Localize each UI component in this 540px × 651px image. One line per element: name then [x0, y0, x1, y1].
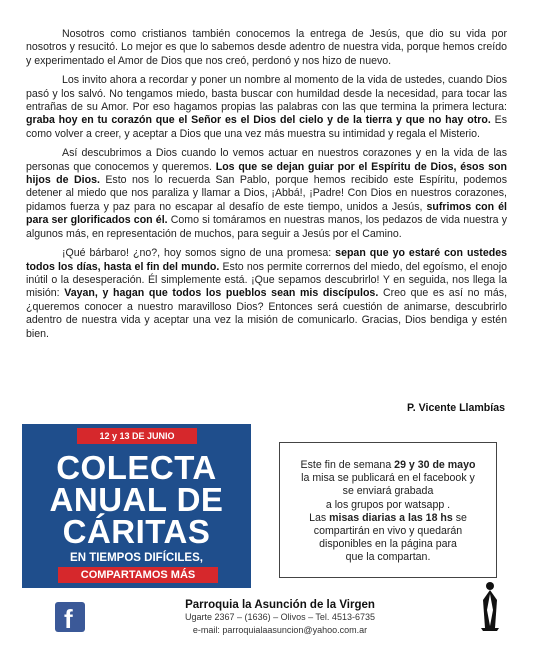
notice-line: la misa se publicará en el facebook y — [301, 472, 475, 485]
parish-address: Ugarte 2367 – (1636) – Olivos – Tel. 4513-6735 — [185, 612, 375, 622]
paragraph-2: Los invito ahora a recordar y poner un nombre al momento de la vida de ustedes, cuando Dios pasó y los salvó. No tengamos miedo, basta buscar con humildad desde la necesidad, para tocar las entrañas de su Amor. Por eso hagamos propias las palabras con las que termina la primera lectura: graba hoy en tu corazón que el Señor es el Dios del cielo y de la tierra y que no hay otro. Es como volver a creer, y aceptar a Dios que una vez más muestra su intimidad y regala el Misterio. — [26, 74, 508, 140]
signature: P. Vicente Llambías — [407, 402, 505, 414]
notice-line: que la compartan. — [345, 551, 431, 564]
parish-email[interactable]: e-mail: parroquialaasuncion@yahoo.com.ar — [192, 625, 368, 635]
caritas-title-line-1: COLECTA — [56, 449, 217, 486]
caritas-title-line-2: ANUAL DE — [49, 481, 224, 518]
mass-notice-box — [279, 442, 497, 578]
facebook-icon[interactable]: f — [55, 602, 85, 632]
notice-line: a los grupos por watsapp . — [325, 498, 451, 511]
paragraph-4: ¡Qué bárbaro! ¿no?, hoy somos signo de una promesa: sepan que yo estaré con ustedes todos los días, hasta el fin del mundo. Esto nos permite corrernos del miedo, del egoísmo, el enojo inútil o la desesperación. Él simplemente está. ¡Que sepamos descubrirlo! Y en seguida, nos llega la misión: Vayan, y hagan que todos los pueblos sean mis discípulos. Creo que es así no más, ¿queremos conocer a nuestro maravilloso Dios? Entonces será cuestión de animarse, descubrirlo adentro de nuestra vida y aceptar una vez la misión de comunicarlo. Gracias, Dios bendiga y estén bien. — [26, 247, 508, 340]
caritas-banner — [22, 424, 251, 588]
caritas-title-line-3: CÁRITAS — [62, 513, 211, 550]
virgin-figure-icon — [477, 580, 503, 632]
notice-line: compartirán en vivo y quedarán — [313, 525, 463, 538]
caritas-slogan: COMPARTAMOS MÁS — [58, 567, 218, 583]
notice-line: Este fin de semana 29 y 30 de mayo — [300, 459, 476, 471]
caritas-date-badge: 12 y 13 DE JUNIO — [77, 428, 197, 444]
parish-name: Parroquia la Asunción de la Virgen — [185, 599, 375, 611]
paragraph-3: Así descubrimos a Dios cuando lo vemos actuar en nuestros corazones y en la vida de las personas que conocemos y queremos. Los que se dejan guiar por el Espíritu de Dios, ésos son hijos de Dios. Esto nos lo recuerda San Pablo, porque hemos recibido este Espíritu, podemos detener al miedo que nos paraliza y llamar a Dios, ¡Abbá!, ¡Padre! Con Dios en nuestros corazones, pidamos fuerza y paz para no escapar al desafío de este tiempo, unidos a Jesús, sufrimos con él para ser glorificados con él. Como si tomáramos en nuestras manos, los pedazos de vida nuestra y algunos más, en representación de muchos, para seguir a Jesús por el Camino. — [26, 147, 507, 240]
parish-footer — [130, 599, 430, 637]
homily-text — [26, 28, 507, 347]
notice-line: Las misas diarias a las 18 hs se — [309, 511, 467, 524]
notice-line: se enviará grabada — [342, 485, 434, 498]
notice-line: disponibles en la página para — [319, 538, 457, 551]
paragraph-1: Nosotros como cristianos también conocemos la entrega de Jesús, que dio su vida por nosotros y resucitó. Lo mejor es que lo sabemos desde adentro de nuestra vida, porque hemos creído y experimentado el Amor de Dios que nos creó, perdonó y nos hizo de nuevo. — [26, 28, 507, 67]
caritas-subtitle: EN TIEMPOS DIFÍCILES, — [70, 552, 203, 564]
